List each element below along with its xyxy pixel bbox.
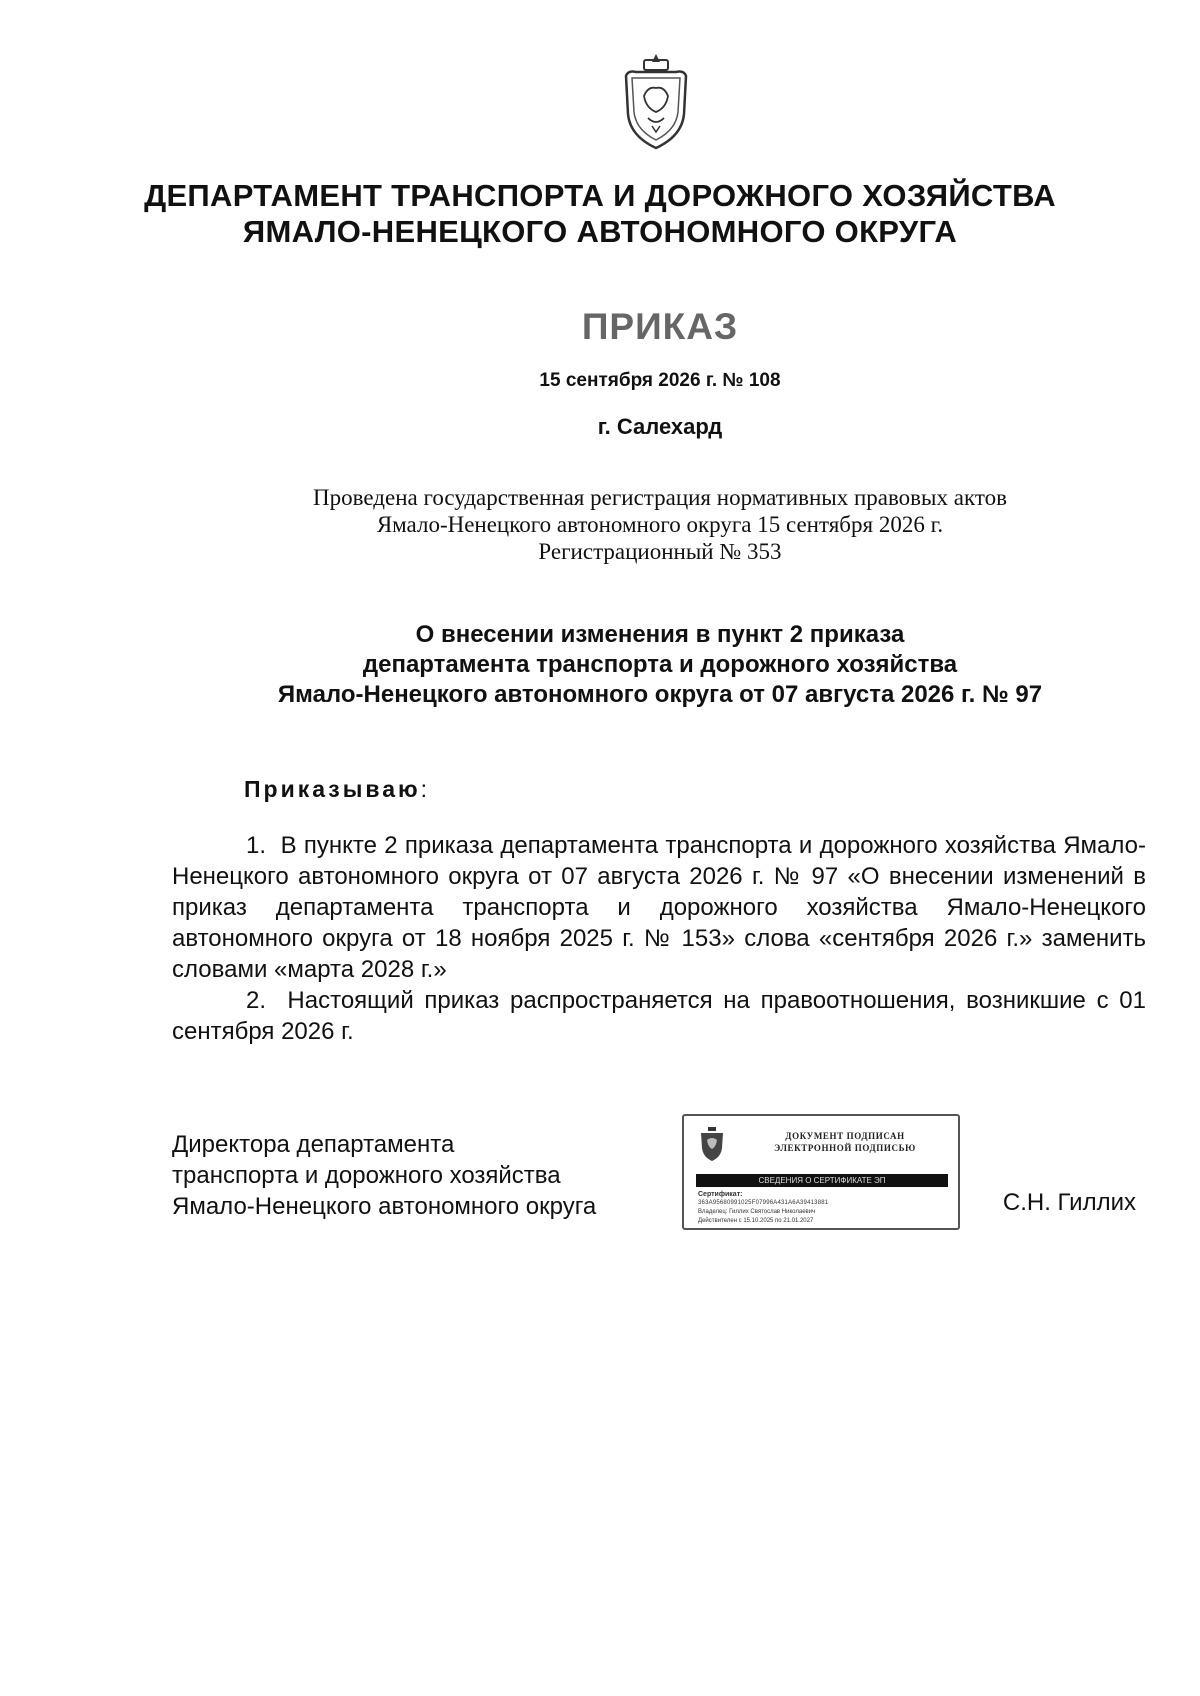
stamp-coat-of-arms-icon [698,1126,726,1162]
stamp-title-line1: ДОКУМЕНТ ПОДПИСАН [785,1131,905,1141]
yamal-coat-of-arms-icon [618,52,694,152]
document-date-number: 15 сентября 2026 г. № 108 [539,370,781,391]
registration-line3: Регистрационный № 353 [538,539,782,564]
subject-line2: департамента транспорта и дорожного хозяйства [362,651,958,678]
order-item-2: 2. Настоящий приказ распространяется на правоотношения, возникшие с 01 сентября 2026 г. [172,987,1146,1045]
department-title-line2: ЯМАЛО-НЕНЕЦКОГО АВТОНОМНОГО ОКРУГА [242,214,958,249]
stamp-title [740,1130,950,1154]
document-type: ПРИКАЗ [581,306,739,347]
stamp-certificate-bar: СВЕДЕНИЯ О СЕРТИФИКАТЕ ЭП [696,1174,948,1187]
order-colon: : [420,776,431,802]
stamp-validity: Действителен с 15.10.2025 по 21.01.2027 [698,1218,814,1224]
document-city: г. Салехард [597,414,723,439]
department-title-line1: ДЕПАРТАМЕНТ ТРАНСПОРТА И ДОРОЖНОГО ХОЗЯЙСТВА [144,178,1056,213]
stamp-title-line2: ЭЛЕКТРОННОЙ ПОДПИСЬЮ [774,1143,916,1153]
signer-name: С.Н. Гиллих [1002,1189,1136,1216]
signatory-line1: Директора департамента [172,1131,455,1158]
signatory-line3: Ямало-Ненецкого автономного округа [172,1193,597,1220]
stamp-certificate-number: 363A95680991025F07996A431A6A39413881 [698,1200,829,1206]
document-subject [100,620,1200,710]
stamp-certificate-label: Сертификат: [698,1191,743,1198]
subject-line1: О внесении изменения в пункт 2 приказа [415,621,905,648]
stamp-owner: Владелец: Гиллих Святослав Николаевич [698,1209,816,1215]
registration-line2: Ямало-Ненецкого автономного округа 15 сентября 2026 г. [376,512,944,537]
order-item-1: 1. В пункте 2 приказа департамента транспорта и дорожного хозяйства Ямало-Ненецкого автономного округа от 07 августа 2026 г. № 97 «О внесении изменений в приказ департамента транспорта и дорожного хозяйства Ямало-Ненецкого автономного округа от 18 ноября 2025 г. № 153» слова «сентября 2026 г.» заменить словами «марта 2028 г.» [172,832,1146,983]
electronic-signature-stamp [682,1114,960,1230]
order-word: Приказываю [244,776,421,802]
registration-line1: Проведена государственная регистрация нормативных правовых актов [313,485,1007,510]
department-title [60,178,1140,250]
signatory-line2: транспорта и дорожного хозяйства [172,1162,561,1189]
signatory-position [172,1129,652,1222]
registration-note [150,484,1170,565]
subject-line3: Ямало-Ненецкого автономного округа от 07 августа 2026 г. № 97 [277,681,1043,708]
order-heading [244,776,430,803]
order-items [172,830,1146,1047]
